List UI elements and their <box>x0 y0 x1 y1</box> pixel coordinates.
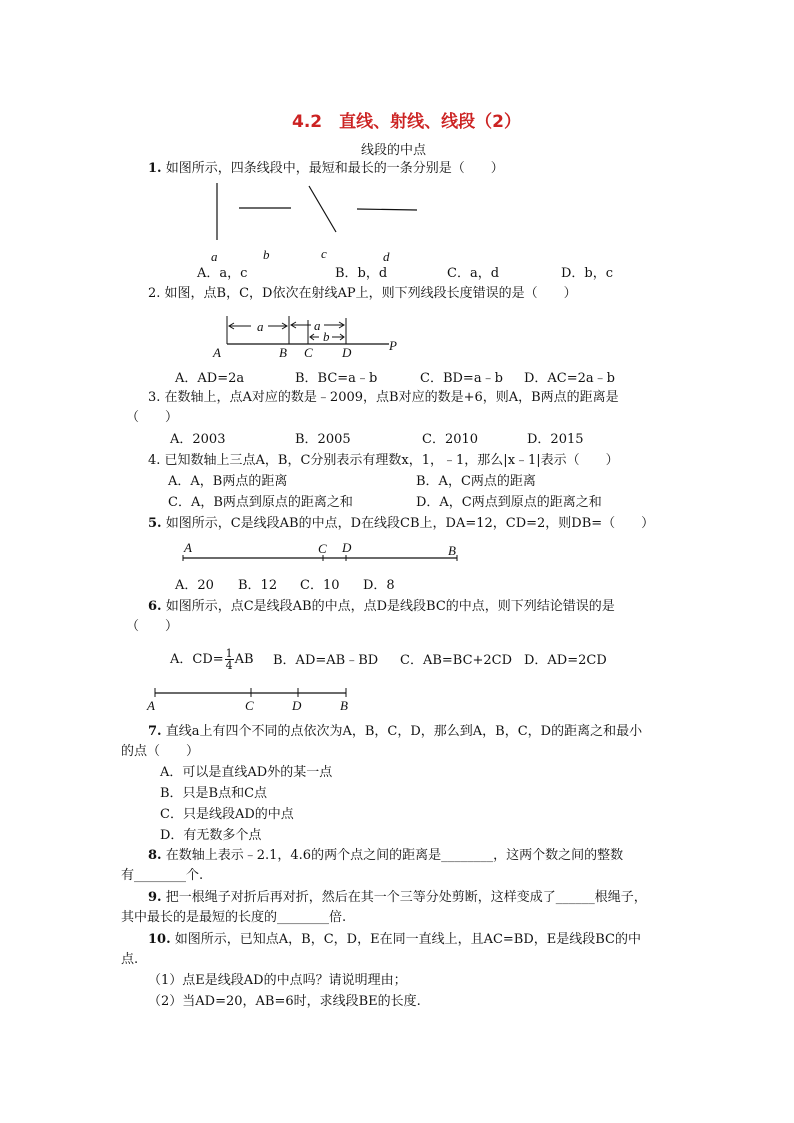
label-C: C <box>245 698 254 713</box>
q3-option-a: A．2003 <box>170 432 226 447</box>
label-a-2: a <box>314 318 321 333</box>
question-number: 10. <box>148 932 171 947</box>
label-P: P <box>389 338 397 353</box>
label-D: D <box>342 345 352 360</box>
question-text: 直线a上有四个不同的点依次为A，B，C，D，那么到A，B，C，D的距离之和最小 <box>165 724 643 739</box>
q3-option-b: B．2005 <box>295 432 351 447</box>
question-number: 4. <box>148 453 161 468</box>
q2-option-c: C．BD=a﹣b <box>420 371 503 386</box>
label-B: B <box>340 698 348 713</box>
q4-option-d: D．A，C两点到原点的距离之和 <box>416 495 602 510</box>
question-9 <box>148 888 647 908</box>
q6-option-a: A．CD= $\frac{1}{4}$ AB <box>170 647 254 672</box>
question-text: 如图所示，已知点A，B，C，D，E在同一直线上，且AC=BD，E是线段BC的中 <box>174 932 642 947</box>
q2-option-a: A．AD=2a <box>175 371 245 386</box>
label-a: a <box>211 249 218 264</box>
question-number: 8. <box>148 848 162 863</box>
label-A: A <box>213 345 221 360</box>
question-text: 在数轴上，点A对应的数是﹣2009，点B对应的数是+6，则A，B两点的距离是 <box>164 390 619 405</box>
label-B: B <box>279 345 287 360</box>
question-number: 9. <box>148 890 162 905</box>
question-text: 如图所示，C是线段AB的中点，D在线段CB上，DA=12，CD=2，则DB=（ ） <box>165 516 655 531</box>
q9-continuation: 其中最长的是最短的长度的________倍. <box>121 910 347 925</box>
section-subtitle: 线段的中点 <box>361 143 427 158</box>
question-8 <box>148 846 623 866</box>
q4-option-a: A．A，B两点的距离 <box>168 474 288 489</box>
q2-option-b: B．BC=a﹣b <box>295 371 378 386</box>
question-number: 2. <box>148 286 161 301</box>
label-C: C <box>318 541 327 556</box>
label-c: c <box>321 246 327 261</box>
label-d: d <box>383 249 390 264</box>
q7-option-c: C．只是线段AD的中点 <box>160 807 294 822</box>
fraction-one-quarter: $\frac{1}{4}$ <box>225 647 233 672</box>
q7-option-a: A．可以是直线AD外的某一点 <box>160 765 333 780</box>
label-C: C <box>304 345 313 360</box>
question-text: 如图，点B，C，D依次在射线AP上，则下列线段长度错误的是（ ） <box>164 286 577 301</box>
label-a-1: a <box>257 319 264 334</box>
q4-option-b: B．A，C两点的距离 <box>416 474 536 489</box>
question-10 <box>148 930 641 950</box>
q1-option-b: B．b，d <box>335 266 388 281</box>
question-text: 在数轴上表示﹣2.1，4.6的两个点之间的距离是________，这两个数之间的整数 <box>165 848 624 863</box>
page-title: 4.2 直线、射线、线段（2） <box>292 112 521 132</box>
q7-continuation: 的点（ ） <box>121 744 200 759</box>
label-A: A <box>147 698 155 713</box>
label-D: D <box>342 540 352 555</box>
label-b: b <box>263 247 270 262</box>
q5-option-b: B．12 <box>238 578 278 593</box>
q6-option-d: D．AD=2CD <box>524 653 607 668</box>
label-A: A <box>184 540 192 555</box>
q7-option-b: B．只是B点和C点 <box>160 786 268 801</box>
q5-option-c: C．10 <box>300 578 340 593</box>
question-7 <box>148 722 642 742</box>
q10-sub-1: （1）点E是线段AD的中点吗？请说明理由； <box>148 973 407 988</box>
question-number: 7. <box>148 724 162 739</box>
q6-bracket: （ ） <box>126 619 179 634</box>
q5-option-a: A．20 <box>175 578 214 593</box>
question-number: 3. <box>148 390 161 405</box>
question-text: 把一根绳子对折后再对折，然后在其一个三等分处剪断，这样变成了______根绳子， <box>165 890 647 905</box>
q10-sub-2: （2）当AD=20，AB=6时，求线段BE的长度. <box>148 994 421 1009</box>
q10-continuation: 点. <box>121 952 139 967</box>
q6-option-b: B．AD=AB﹣BD <box>273 653 379 668</box>
q1-option-a: A．a，c <box>197 266 248 281</box>
q1-option-c: C．a，d <box>447 266 500 281</box>
question-number: 5. <box>148 516 162 531</box>
question-number: 1. <box>148 161 162 176</box>
label-D: D <box>292 698 302 713</box>
q7-option-d: D．有无数多个点 <box>160 828 262 843</box>
q6-option-c: C．AB=BC+2CD <box>400 653 513 668</box>
question-text: 已知数轴上三点A，B，C分别表示有理数x，1，﹣1，那么|x﹣1|表示（ ） <box>164 453 619 468</box>
q8-continuation: 有________个. <box>121 868 204 883</box>
label-b: b <box>323 329 330 344</box>
q2-option-d: D．AC=2a﹣b <box>524 371 615 386</box>
label-B: B <box>448 543 456 558</box>
question-text: 如图所示，点C是线段AB的中点，点D是线段BC的中点，则下列结论错误的是 <box>165 599 615 614</box>
q5-option-d: D．8 <box>363 578 395 593</box>
question-number: 6. <box>148 599 162 614</box>
q3-bracket: （ ） <box>126 410 179 425</box>
q3-option-d: D．2015 <box>527 432 584 447</box>
q4-option-c: C．A，B两点到原点的距离之和 <box>168 495 353 510</box>
q1-option-d: D．b，c <box>561 266 614 281</box>
q3-option-c: C．2010 <box>422 432 479 447</box>
question-text: 如图所示，四条线段中，最短和最长的一条分别是（ ） <box>165 161 504 176</box>
